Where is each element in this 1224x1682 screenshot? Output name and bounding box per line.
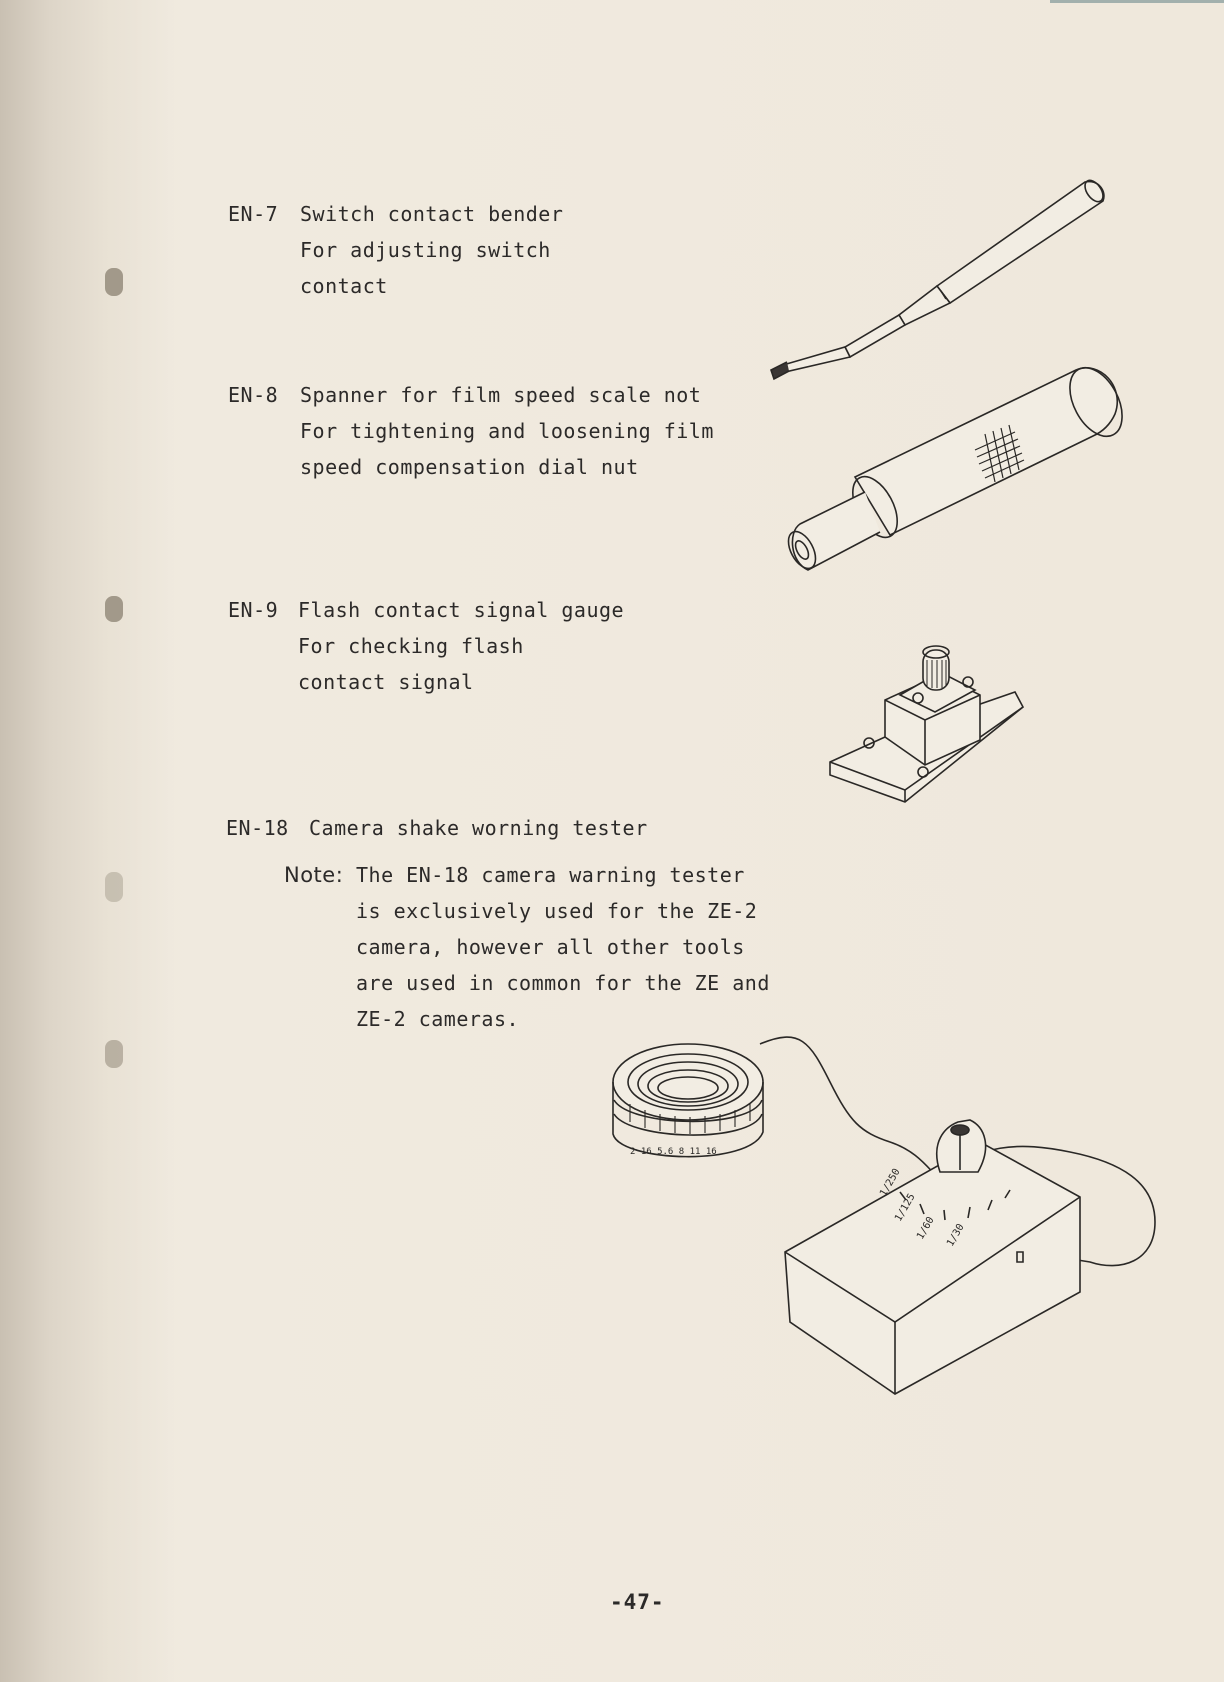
binding-mark [105,872,123,902]
note-label: Note: [284,863,344,887]
camera-shake-tester-illustration [600,1022,1160,1412]
binding-mark [105,596,123,622]
tool-description: contact signal [298,670,474,694]
tool-description: contact [300,274,388,298]
tool-title: Switch contact bender [300,202,564,226]
dial-scale-label: 1/250 [878,1166,903,1199]
binding-mark [105,1040,123,1068]
tool-description: For checking flash [298,634,524,658]
note-line: camera, however all other tools [356,935,745,959]
tool-description: For tightening and loosening film [300,419,714,443]
note-line: are used in common for the ZE and [356,971,770,995]
tool-title: Spanner for film speed scale not [300,383,702,407]
dial-scale-label: 1/60 [915,1215,937,1242]
note-line: is exclusively used for the ZE-2 [356,899,758,923]
tool-code: EN-18 [226,816,289,840]
tool-code: EN-7 [228,202,279,226]
lens-ring-scale: 2 16 5.6 8 11 16 [630,1147,717,1157]
page-top-edge [1050,0,1224,3]
tool-title: Flash contact signal gauge [298,598,625,622]
dial-scale-label: 1/30 [945,1222,967,1249]
tool-title: Camera shake worning tester [309,816,648,840]
film-speed-spanner-illustration [780,362,1125,592]
book-spine-shadow [0,0,175,1682]
tool-description: For adjusting switch [300,238,551,262]
note-line: The EN-18 camera warning tester [356,863,745,887]
note-line: ZE-2 cameras. [356,1007,520,1031]
binding-mark [105,268,123,296]
flash-contact-gauge-illustration [825,640,1025,820]
tool-description: speed compensation dial nut [300,455,639,479]
switch-contact-bender-illustration [765,175,1110,385]
page-number: -47- [610,1590,665,1614]
dial-scale-label: 1/125 [893,1191,918,1224]
tool-code: EN-9 [228,598,279,622]
tool-code: EN-8 [228,383,279,407]
